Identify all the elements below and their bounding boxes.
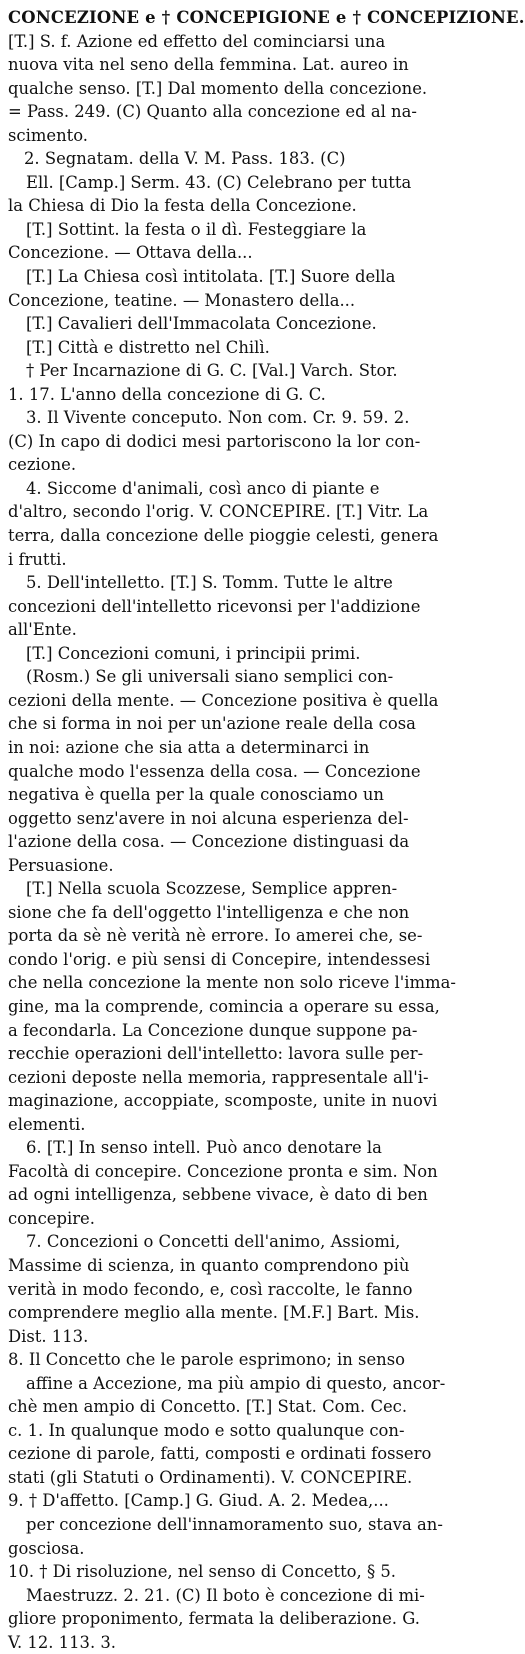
entry-line: porta da sè nè verità nè errore. Io amerei che, se-: [8, 926, 423, 946]
entry-line: Persuasione.: [8, 855, 114, 875]
entry-line: † Per Incarnazione di G. C. [Val.] Varch. Stor.: [26, 361, 398, 381]
entry-line: [T.] Sottint. la festa o il dì. Festeggiare la: [26, 219, 367, 239]
entry-line: cezioni della mente. — Concezione positiva è quella: [8, 690, 439, 710]
entry-line: V. 12. 113. 3.: [8, 1632, 117, 1652]
dictionary-entry-concezione: [8, 6, 525, 1654]
entry-line: [T.] Città e distretto nel Chilì.: [26, 337, 270, 357]
entry-line: cezione.: [8, 455, 77, 475]
entry-line: 9. † D'affetto. [Camp.] G. Giud. A. 2. Medea,...: [8, 1491, 389, 1511]
entry-line: gosciosa.: [8, 1538, 85, 1558]
entry-line: ad ogni intelligenza, sebbene vivace, è dato di ben: [8, 1185, 428, 1205]
entry-line: verità in modo fecondo, e, così raccolte, le fanno: [8, 1279, 413, 1299]
entry-line: recchie operazioni dell'intelletto: lavora sulle per-: [8, 1044, 424, 1064]
entry-line: Facoltà di concepire. Concezione pronta e sim. Non: [8, 1161, 438, 1181]
entry-line: nuova vita nel seno della femmina. Lat. aureo in: [8, 55, 409, 75]
entry-line: in noi: azione che sia atta a determinarci in: [8, 737, 370, 757]
entry-line: elementi.: [8, 1114, 86, 1134]
entry-line: concepire.: [8, 1208, 95, 1228]
entry-line: che nella concezione la mente non solo riceve l'imma-: [8, 973, 456, 993]
entry-line: gliore proponimento, fermata la deliberazione. G.: [8, 1609, 420, 1629]
entry-line: [T.] S. f. Azione ed effetto del cominciarsi una: [8, 31, 386, 51]
entry-line: Massime di scienza, in quanto comprendono più: [8, 1255, 410, 1275]
entry-line: all'Ente.: [8, 620, 77, 640]
entry-line: affine a Accezione, ma più ampio di questo, ancor-: [26, 1373, 446, 1393]
entry-line: la Chiesa di Dio la festa della Concezione.: [8, 196, 357, 216]
entry-line: 10. † Di risoluzione, nel senso di Concetto, § 5.: [8, 1562, 397, 1582]
entry-line: Dist. 113.: [8, 1326, 89, 1346]
entry-headword: CONCEZIONE e † CONCEPIGIONE e † CONCEPIZIONE.: [8, 8, 525, 27]
entry-line: condo l'orig. e più sensi di Concepire, intendessesi: [8, 949, 431, 969]
entry-line: 1. 17. L'anno della concezione di G. C.: [8, 384, 326, 404]
entry-line: qualche senso. [T.] Dal momento della concezione.: [8, 78, 428, 98]
entry-line: 4. Siccome d'animali, così anco di piante e: [26, 478, 380, 498]
entry-line: (Rosm.) Se gli universali siano semplici con-: [26, 667, 394, 687]
entry-line: Ell. [Camp.] Serm. 43. (C) Celebrano per tutta: [26, 172, 412, 192]
entry-line: 6. [T.] In senso intell. Può anco denotare la: [26, 1138, 382, 1158]
entry-line: [T.] La Chiesa così intitolata. [T.] Suore della: [26, 267, 396, 287]
entry-line: d'altro, secondo l'orig. V. CONCEPIRE. [T.] Vitr. La: [8, 502, 429, 522]
entry-line: gine, ma la comprende, comincia a operare su essa,: [8, 996, 440, 1016]
entry-line: negativa è quella per la quale conosciamo un: [8, 785, 384, 805]
entry-line: concezioni dell'intelletto ricevonsi per l'addizione: [8, 596, 421, 616]
entry-line: [T.] Nella scuola Scozzese, Semplice appren-: [26, 879, 398, 899]
entry-line: Concezione, teatine. — Monastero della...: [8, 290, 356, 310]
entry-line: 8. Il Concetto che le parole esprimono; in senso: [8, 1350, 405, 1370]
entry-line: per concezione dell'innamoramento suo, stava an-: [26, 1515, 443, 1534]
entry-line: l'azione della cosa. — Concezione distinguasi da: [8, 832, 410, 852]
entry-line: stati (gli Statuti o Ordinamenti). V. CONCEPIRE.: [8, 1467, 413, 1487]
entry-line: cezioni deposte nella memoria, rappresentale all'i-: [8, 1067, 429, 1087]
entry-line: terra, dalla concezione delle pioggie celesti, genera: [8, 526, 439, 546]
entry-line: maginazione, accoppiate, scomposte, unite in nuovi: [8, 1091, 438, 1111]
entry-line: che si forma in noi per un'azione reale della cosa: [8, 714, 416, 734]
entry-line: 5. Dell'intelletto. [T.] S. Tomm. Tutte le altre: [26, 573, 393, 593]
entry-line: i frutti.: [8, 549, 67, 569]
entry-line: qualche modo l'essenza della cosa. — Concezione: [8, 761, 421, 781]
entry-line: [T.] Concezioni comuni, i principii primi.: [26, 643, 361, 663]
entry-line: Maestruzz. 2. 21. (C) Il boto è concezione di mi-: [26, 1585, 425, 1605]
entry-line: (C) In capo di dodici mesi partoriscono la lor con-: [8, 431, 421, 451]
entry-line: [T.] Cavalieri dell'Immacolata Concezione.: [26, 314, 377, 334]
entry-line: 3. Il Vivente conceputo. Non com. Cr. 9. 59. 2.: [26, 408, 410, 428]
entry-line: 7. Concezioni o Concetti dell'animo, Assiomi,: [26, 1232, 401, 1252]
entry-line: Concezione. — Ottava della...: [8, 243, 253, 263]
entry-line: scimento.: [8, 125, 89, 145]
entry-line: chè men ampio di Concetto. [T.] Stat. Com. Cec.: [8, 1397, 408, 1417]
entry-line: a fecondarla. La Concezione dunque suppone pa-: [8, 1020, 418, 1040]
entry-line: oggetto senz'avere in noi alcuna esperienza del-: [8, 808, 409, 828]
entry-line: c. 1. In qualunque modo e sotto qualunque con-: [8, 1420, 405, 1440]
entry-line: = Pass. 249. (C) Quanto alla concezione ed al na-: [8, 102, 417, 122]
entry-line: cezione di parole, fatti, composti e ordinati fossero: [8, 1444, 432, 1464]
entry-line: 2. Segnatam. della V. M. Pass. 183. (C): [24, 149, 346, 169]
entry-line: sione che fa dell'oggetto l'intelligenza e che non: [8, 902, 410, 922]
entry-line: comprendere meglio alla mente. [M.F.] Bart. Mis.: [8, 1303, 420, 1323]
